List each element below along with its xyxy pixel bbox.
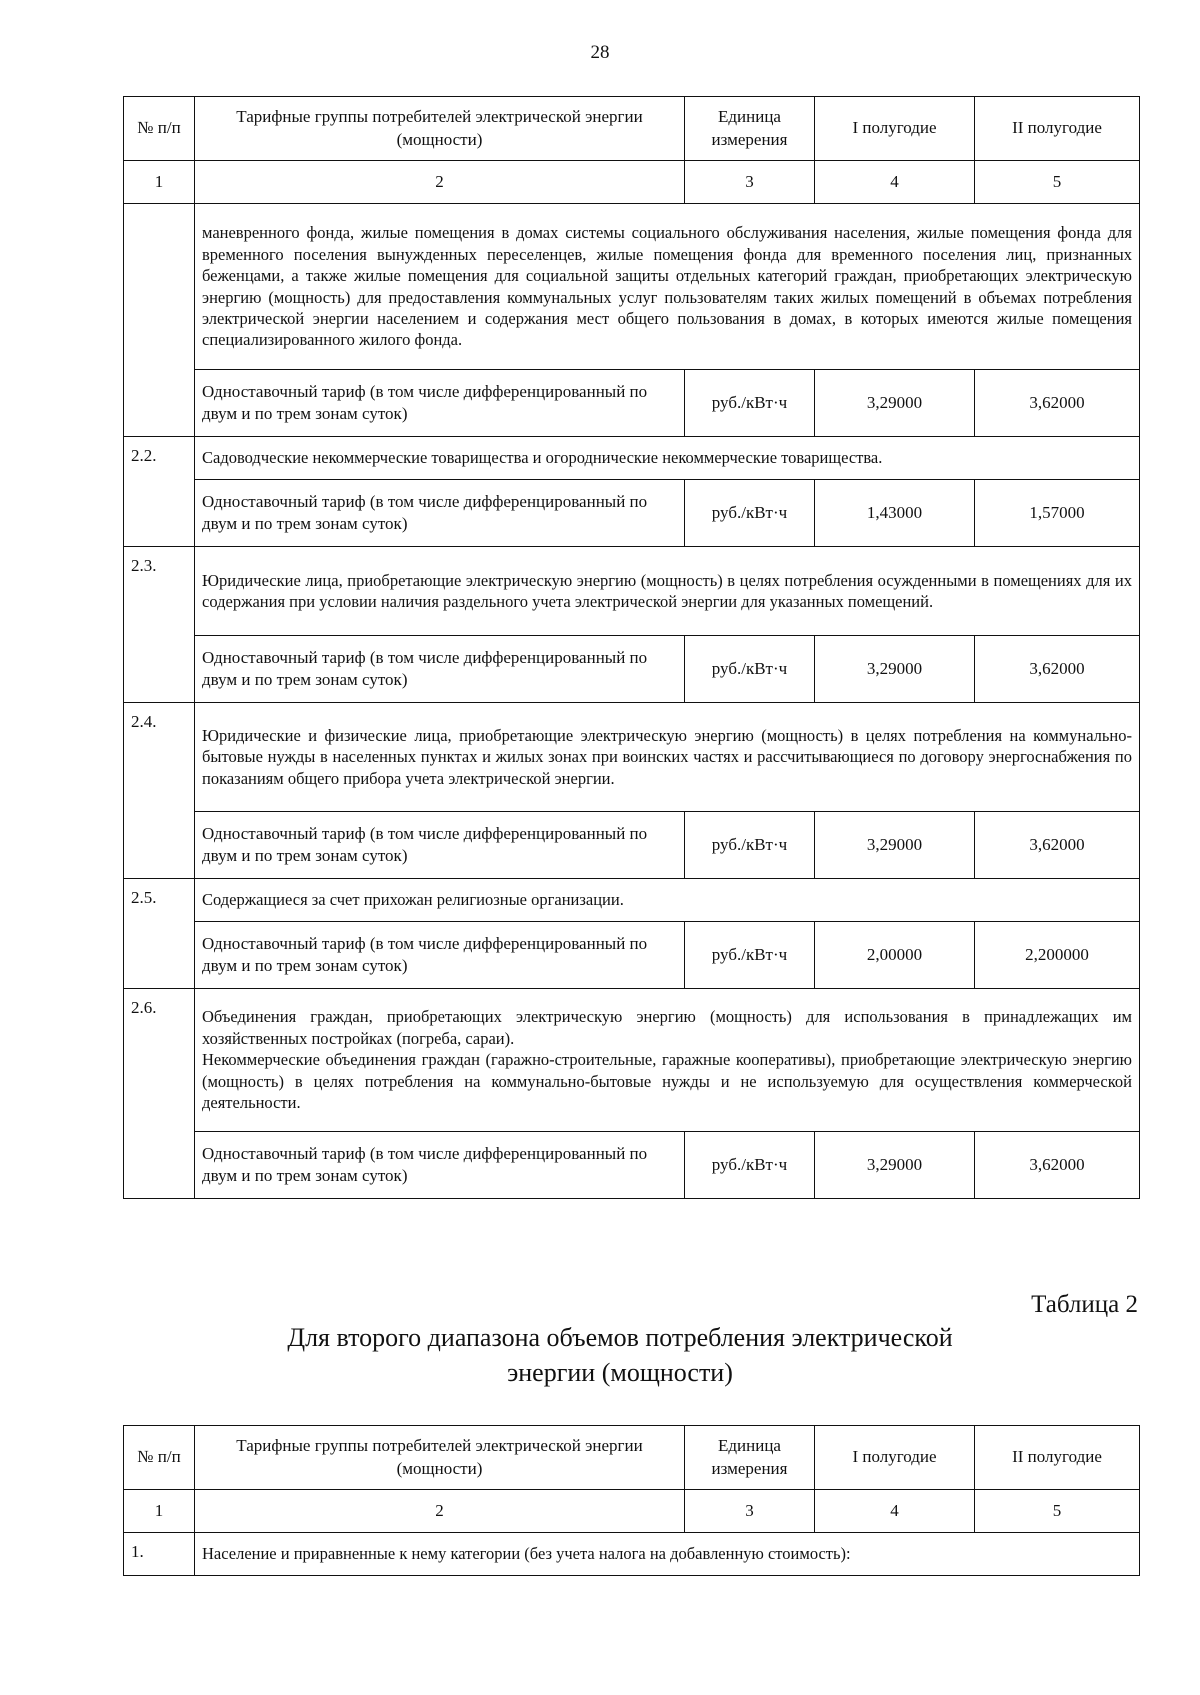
tariff-table-1 <box>123 96 1140 1199</box>
table-row <box>124 437 1140 480</box>
row-description-part: Некоммерческие объединения граждан (гаражно-строительные, гаражные кооперативы), приобретающие электрическую энергию (мощность) в целях потребления на коммунально-бытовые нужды и не используемую для осуществления коммерческой деятельности. <box>202 1050 1132 1113</box>
table-row <box>124 1533 1140 1576</box>
row-number: 2.5. <box>124 879 195 989</box>
unit-cell: руб./кВт·ч <box>685 922 815 989</box>
h2-value: 1,57000 <box>975 480 1140 547</box>
column-number: 5 <box>975 161 1140 204</box>
tariff-label: Одноставочный тариф (в том числе дифференцированный по двум и по трем зонам суток) <box>195 922 685 989</box>
column-number-row <box>124 161 1140 204</box>
column-number: 4 <box>815 161 975 204</box>
unit-cell: руб./кВт·ч <box>685 370 815 437</box>
header-h1: I полугодие <box>815 1426 975 1490</box>
h2-value: 3,62000 <box>975 812 1140 879</box>
header-row <box>124 1426 1140 1490</box>
row-number: 2.2. <box>124 437 195 547</box>
h1-value: 3,29000 <box>815 812 975 879</box>
row-description: Юридические и физические лица, приобретающие электрическую энергию (мощность) в целях потребления на коммунально-бытовые нужды в населенных пунктах и жилых зонах при воинских частях и рассчитывающиеся по договору энергоснабжения по показаниям общего прибора учета электрической энергии. <box>195 703 1140 812</box>
column-number: 2 <box>195 1490 685 1533</box>
tariff-row <box>124 636 1140 703</box>
table-2-label: Таблица 2 <box>1031 1291 1138 1318</box>
row-description <box>195 989 1140 1132</box>
row-description: Содержащиеся за счет прихожан религиозные организации. <box>195 879 1140 922</box>
tariff-row <box>124 480 1140 547</box>
header-h1: I полугодие <box>815 97 975 161</box>
column-number: 5 <box>975 1490 1140 1533</box>
column-number: 3 <box>685 161 815 204</box>
table-2-title-line: энергии (мощности) <box>507 1358 733 1388</box>
h2-value: 2,200000 <box>975 922 1140 989</box>
row-number: 2.3. <box>124 547 195 703</box>
h1-value: 1,43000 <box>815 480 975 547</box>
row-number: 2.4. <box>124 703 195 879</box>
table-row <box>124 703 1140 812</box>
column-number: 4 <box>815 1490 975 1533</box>
column-number: 2 <box>195 161 685 204</box>
row-number: 1. <box>124 1533 195 1576</box>
row-number: 2.6. <box>124 989 195 1199</box>
header-row <box>124 97 1140 161</box>
h1-value: 3,29000 <box>815 370 975 437</box>
h2-value: 3,62000 <box>975 636 1140 703</box>
row-description: Население и приравненные к нему категории (без учета налога на добавленную стоимость): <box>195 1533 1140 1576</box>
unit-cell: руб./кВт·ч <box>685 480 815 547</box>
row-description: Садоводческие некоммерческие товарищества и огороднические некоммерческие товарищества. <box>195 437 1140 480</box>
column-number: 1 <box>124 161 195 204</box>
row-description: маневренного фонда, жилые помещения в домах системы социального обслуживания населения, жилые помещения фонда для временного поселения вынужденных переселенцев, жилые помещения фонда для временного поселения лиц, признанных беженцами, а также жилые помещения для социальной защиты отдельных категорий граждан, приобретающих электрическую энергию (мощность) для предоставления коммунальных услуг пользователям таких жилых помещений в объемах потребления электрической энергии населением и содержания мест общего пользования в домах, в которых имеются жилые помещения специализированного жилого фонда. <box>195 204 1140 370</box>
row-number <box>124 204 195 437</box>
tariff-label: Одноставочный тариф (в том числе дифференцированный по двум и по трем зонам суток) <box>195 1132 685 1199</box>
header-group: Тарифные группы потребителей электрической энергии (мощности) <box>195 97 685 161</box>
unit-cell: руб./кВт·ч <box>685 812 815 879</box>
column-number: 1 <box>124 1490 195 1533</box>
header-unit: Единица измерения <box>685 97 815 161</box>
tariff-label: Одноставочный тариф (в том числе дифференцированный по двум и по трем зонам суток) <box>195 480 685 547</box>
h1-value: 3,29000 <box>815 636 975 703</box>
tariff-row <box>124 1132 1140 1199</box>
tariff-label: Одноставочный тариф (в том числе дифференцированный по двум и по трем зонам суток) <box>195 636 685 703</box>
tariff-row <box>124 812 1140 879</box>
h2-value: 3,62000 <box>975 1132 1140 1199</box>
h1-value: 2,00000 <box>815 922 975 989</box>
header-h2: II полугодие <box>975 1426 1140 1490</box>
row-description: Юридические лица, приобретающие электрическую энергию (мощность) в целях потребления осужденными в помещениях для их содержания при условии наличия раздельного учета электрической энергии для указанных помещений. <box>195 547 1140 636</box>
header-h2: II полугодие <box>975 97 1140 161</box>
header-num: № п/п <box>124 97 195 161</box>
table-2-title <box>120 1320 1120 1390</box>
unit-cell: руб./кВт·ч <box>685 636 815 703</box>
page-number: 28 <box>590 42 610 63</box>
unit-cell: руб./кВт·ч <box>685 1132 815 1199</box>
table-2-title-line: Для второго диапазона объемов потребления электрической <box>287 1323 953 1352</box>
table-row <box>124 989 1140 1132</box>
tariff-row <box>124 922 1140 989</box>
column-number: 3 <box>685 1490 815 1533</box>
column-number-row <box>124 1490 1140 1533</box>
tariff-label: Одноставочный тариф (в том числе дифференцированный по двум и по трем зонам суток) <box>195 812 685 879</box>
tariff-table-2 <box>123 1425 1140 1576</box>
row-description-part: Объединения граждан, приобретающих электрическую энергию (мощность) для использования в принадлежащих им хозяйственных постройках (погреба, сараи). <box>202 1007 1132 1048</box>
header-unit: Единица измерения <box>685 1426 815 1490</box>
tariff-label: Одноставочный тариф (в том числе дифференцированный по двум и по трем зонам суток) <box>195 370 685 437</box>
h1-value: 3,29000 <box>815 1132 975 1199</box>
tariff-row <box>124 370 1140 437</box>
table-row <box>124 547 1140 636</box>
h2-value: 3,62000 <box>975 370 1140 437</box>
header-group: Тарифные группы потребителей электрической энергии (мощности) <box>195 1426 685 1490</box>
header-num: № п/п <box>124 1426 195 1490</box>
table-row <box>124 204 1140 370</box>
table-row <box>124 879 1140 922</box>
